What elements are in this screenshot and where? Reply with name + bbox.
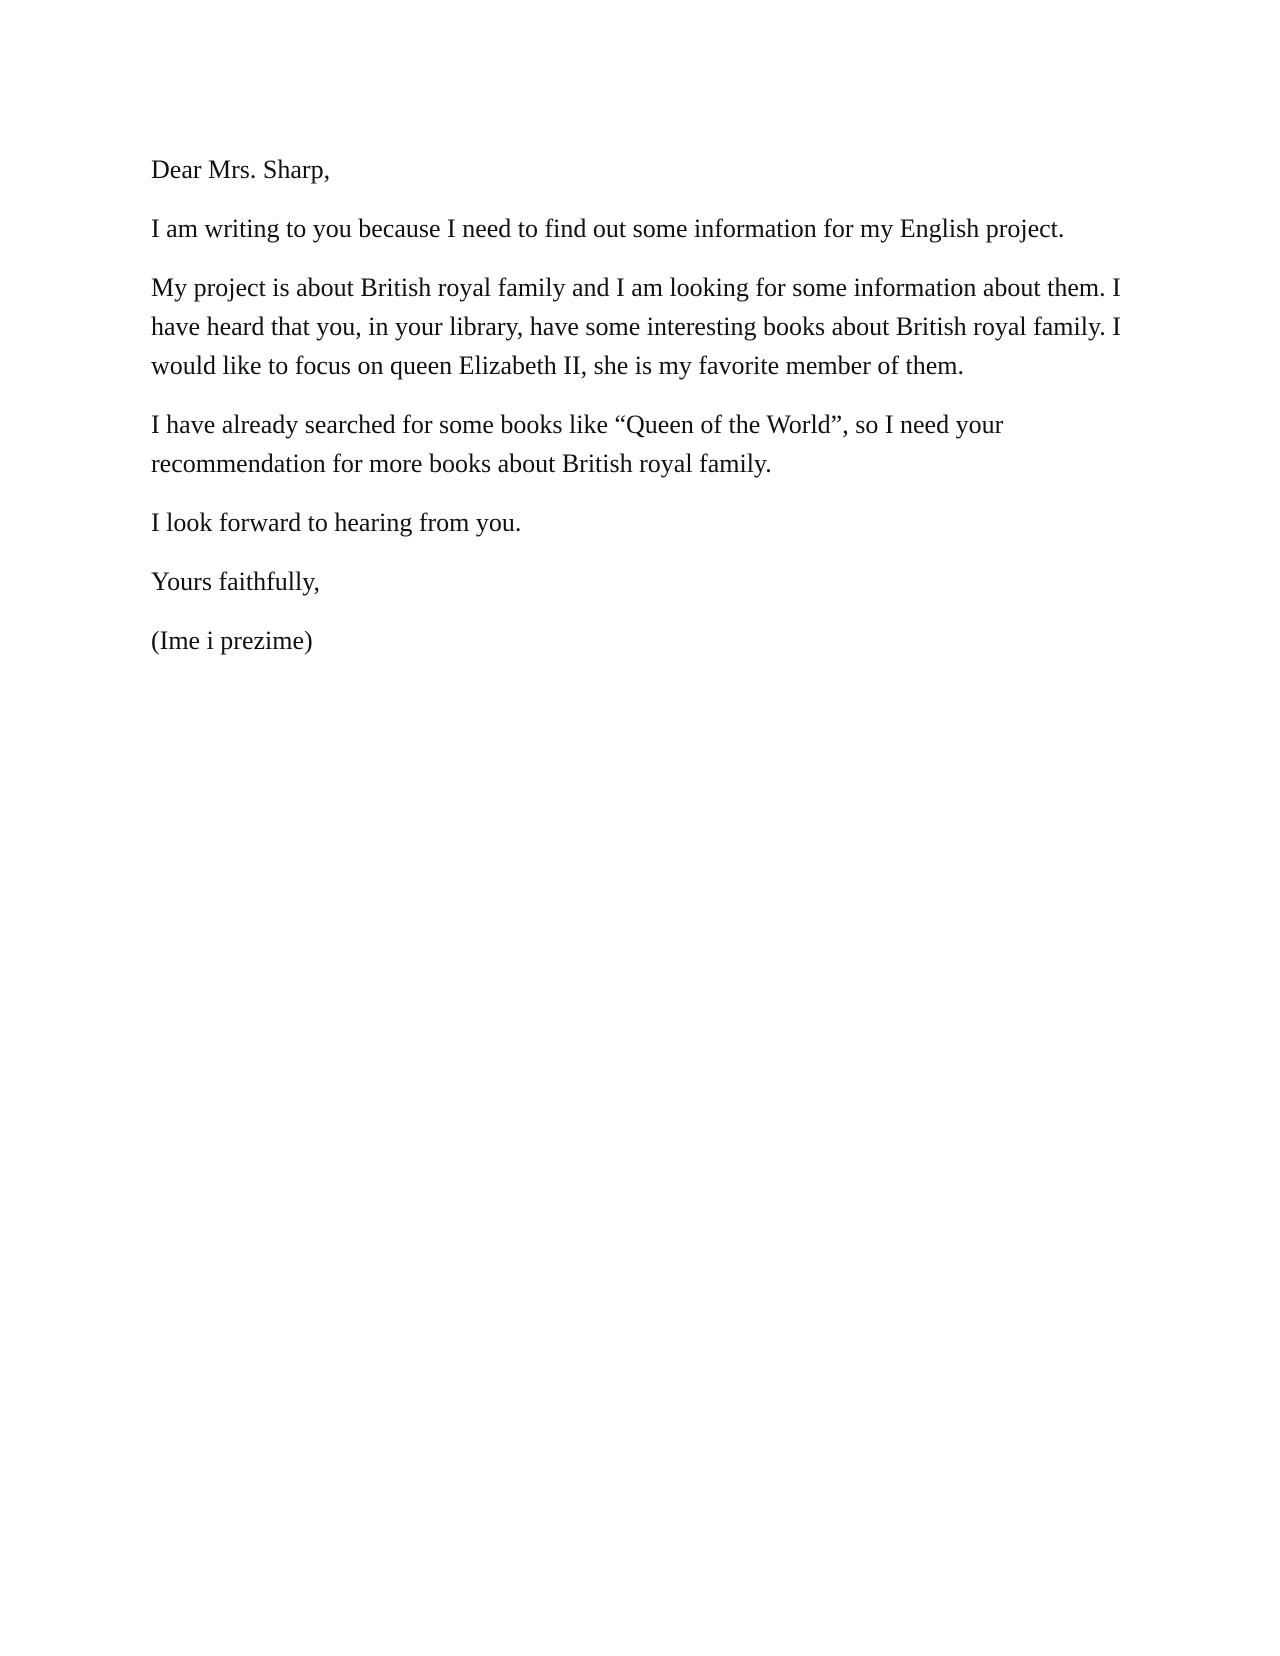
letter-body xyxy=(151,150,1141,680)
closing: Yours faithfully, xyxy=(151,567,321,596)
signature: (Ime i prezime) xyxy=(151,626,313,655)
paragraph-intro: I am writing to you because I need to find out some information for my English project. xyxy=(151,214,1065,243)
paragraph-project: My project is about British royal family and I am looking for some information about them. I have heard that you, in your library, have some interesting books about British royal family. I would like to focus on queen Elizabeth II, she is my favorite member of them. xyxy=(151,273,1121,380)
salutation: Dear Mrs. Sharp, xyxy=(151,155,331,184)
paragraph-request: I have already searched for some books like “Queen of the World”, so I need your recommendation for more books about British royal family. xyxy=(151,410,1004,478)
paragraph-closing-line: I look forward to hearing from you. xyxy=(151,508,522,537)
